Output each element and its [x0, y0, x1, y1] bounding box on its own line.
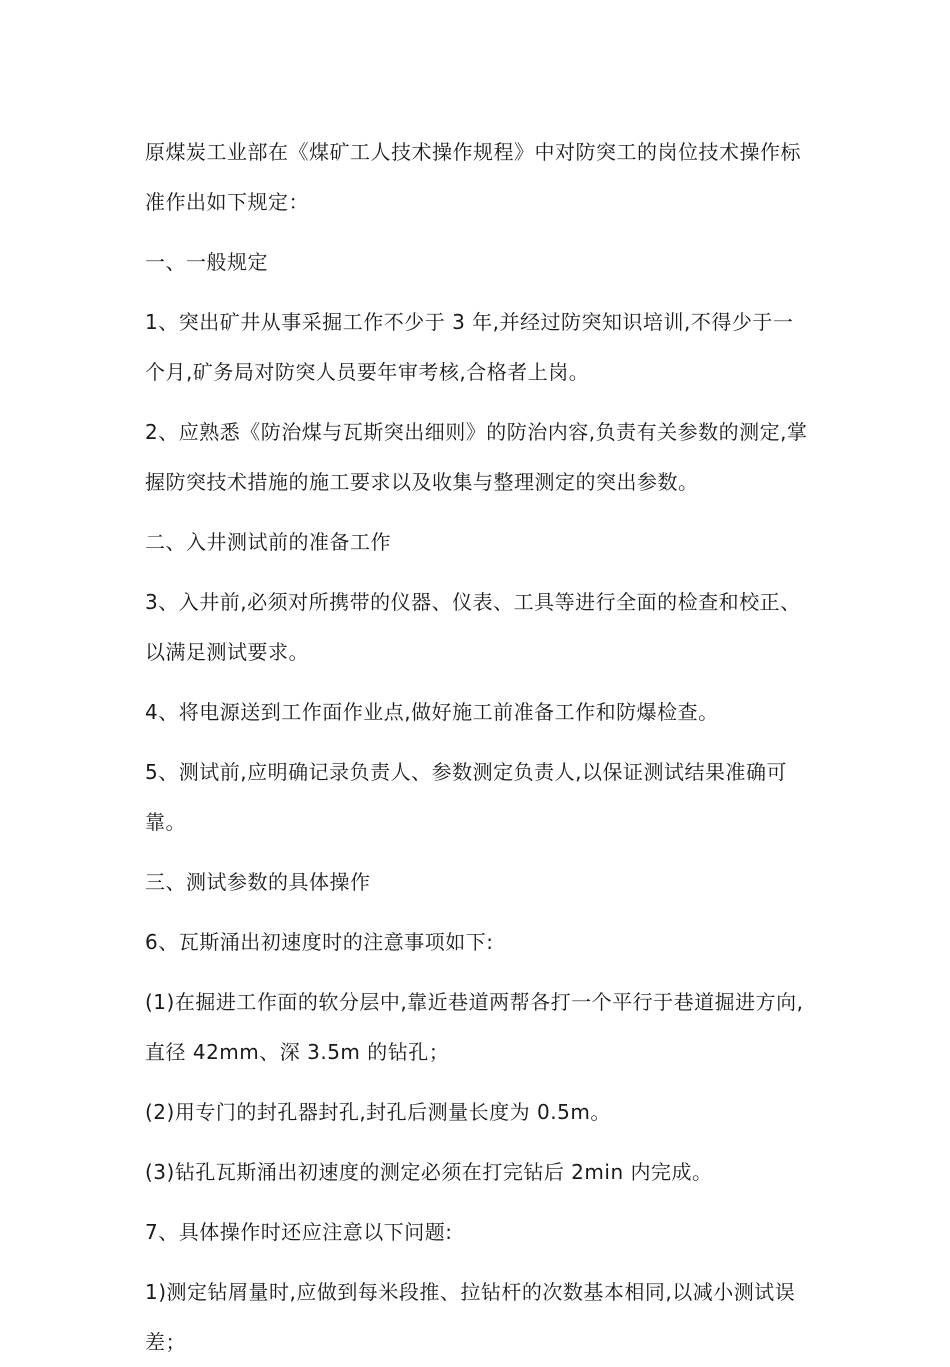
section-heading-operation: 三、测试参数的具体操作 — [145, 870, 371, 894]
intro-paragraph: 原煤炭工业部在《煤矿工人技术操作规程》中对防突工的岗位技术操作标准作出如下规定： — [145, 140, 801, 214]
rule-6-item-2: (2)用专门的封孔器封孔,封孔后测量长度为 0.5m。 — [145, 1100, 611, 1124]
rule-6-item-3: (3)钻孔瓦斯涌出初速度的测定必须在打完钻后 2min 内完成。 — [145, 1160, 713, 1184]
document-body — [145, 127, 810, 1367]
rule-1-paragraph: 1、突出矿井从事采掘工作不少于 3 年,并经过防突知识培训,不得少于一个月,矿务局对防突人员要年审考核,合格者上岗。 — [145, 310, 794, 384]
section-heading-general: 一、一般规定 — [145, 250, 268, 274]
rule-4-paragraph: 4、将电源送到工作面作业点,做好施工前准备工作和防爆检查。 — [145, 700, 719, 724]
rule-6-paragraph: 6、瓦斯涌出初速度时的注意事项如下: — [145, 930, 494, 954]
section-heading-preparation: 二、入井测试前的准备工作 — [145, 530, 391, 554]
rule-5-paragraph: 5、测试前,应明确记录负责人、参数测定负责人,以保证测试结果准确可靠。 — [145, 760, 787, 834]
rule-2-paragraph: 2、应熟悉《防治煤与瓦斯突出细则》的防治内容,负责有关参数的测定,掌握防突技术措施的施工要求以及收集与整理测定的突出参数。 — [145, 420, 808, 494]
rule-3-paragraph: 3、入井前,必须对所携带的仪器、仪表、工具等进行全面的检查和校正、以满足测试要求。 — [145, 590, 801, 664]
rule-7-paragraph: 7、具体操作时还应注意以下问题: — [145, 1220, 453, 1244]
rule-7-item-1: 1)测定钻屑量时,应做到每米段推、拉钻杆的次数基本相同,以减小测试误差； — [145, 1280, 796, 1354]
rule-6-item-1: (1)在掘进工作面的软分层中,靠近巷道两帮各打一个平行于巷道掘进方向,直径 42mm、深 3.5m 的钻孔； — [145, 990, 804, 1064]
